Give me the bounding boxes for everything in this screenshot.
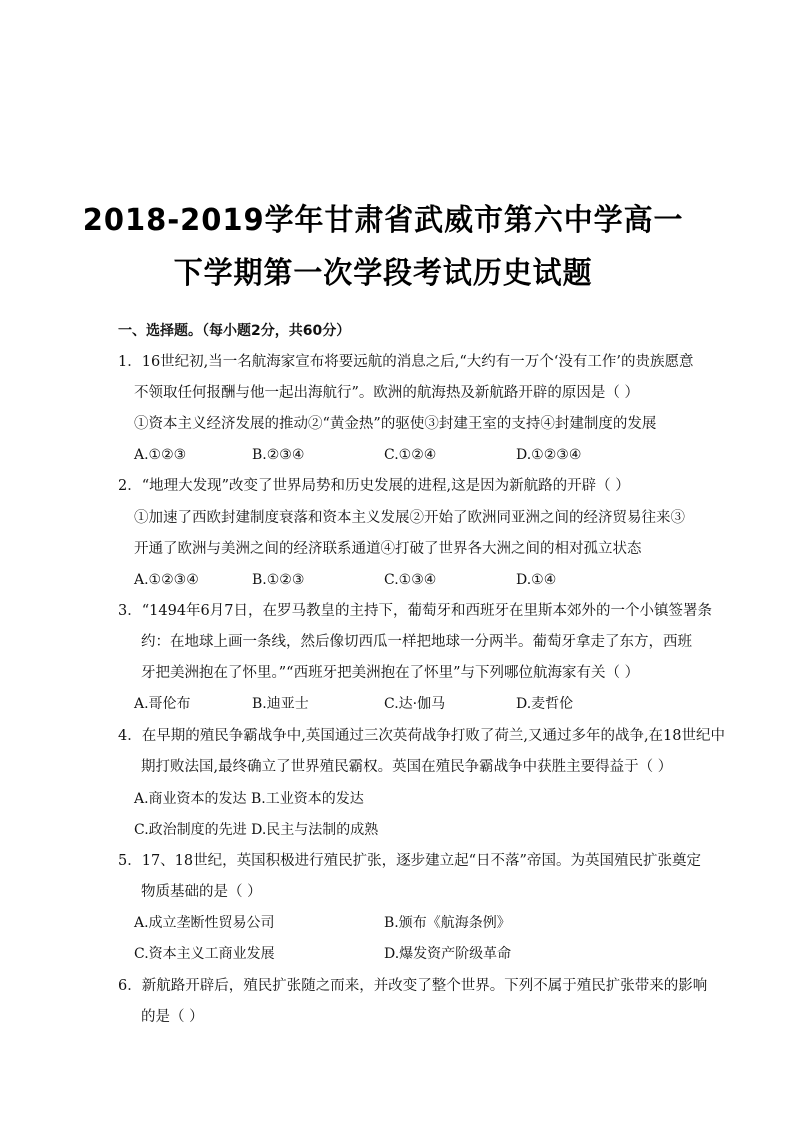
page-title-line-2: 下学期第一次学段考试历史试题 — [173, 256, 593, 291]
section-heading: 一、选择题。（每小题2分，共60分） — [118, 323, 351, 339]
question-6-line-1: 6．新航路开辟后，殖民扩张随之而来，并改变了整个世界。下列不属于殖民扩张带来的影响 — [118, 978, 708, 994]
question-6-line-2: 的是（ ） — [141, 1009, 204, 1025]
question-1-option-b: B.②③④ — [252, 447, 305, 463]
question-1-line-3: ①资本主义经济发展的推动②“黄金热”的驱使③封建王室的支持④封建制度的发展 — [134, 416, 657, 432]
question-1-option-a: A.①②③ — [134, 447, 187, 463]
question-2-line-3: 开通了欧洲与美洲之间的经济联系通道④打破了世界各大洲之间的相对孤立状态 — [134, 541, 642, 557]
question-1-line-1: 1．16世纪初,当一名航海家宣布将要远航的消息之后,“大约有一万个‘没有工作’的贵族愿意 — [118, 354, 694, 370]
question-5-option-d: D.爆发资产阶级革命 — [384, 946, 512, 962]
question-5-option-c: C.资本主义工商业发展 — [134, 946, 275, 962]
question-3-line-1: 3．“1494年6月7日，在罗马教皇的主持下，葡萄牙和西班牙在里斯本郊外的一个小镇签署条 — [118, 603, 712, 619]
question-2-option-d: D.①④ — [516, 572, 557, 588]
question-2-option-c: C.①③④ — [384, 572, 437, 588]
question-4-options-row-1: A.商业资本的发达 B.工业资本的发达 — [134, 791, 364, 807]
question-5-option-a: A.成立垄断性贸易公司 — [134, 915, 275, 931]
question-3-line-3: 牙把美洲抱在了怀里。”“西班牙把美洲抱在了怀里”与下列哪位航海家有关（ ） — [141, 665, 640, 681]
question-2-line-2: ①加速了西欧封建制度衰落和资本主义发展②开始了欧洲同亚洲之间的经济贸易往来③ — [134, 510, 685, 526]
question-5-option-b: B.颁布《航海条例》 — [384, 915, 511, 931]
question-2-option-a: A.①②③④ — [134, 572, 199, 588]
question-1-option-d: D.①②③④ — [516, 447, 582, 463]
question-4-line-1: 4．在早期的殖民争霸战争中,英国通过三次英荷战争打败了荷兰,又通过多年的战争,在18世纪中 — [118, 728, 725, 744]
question-3-option-c: C.达·伽马 — [384, 696, 446, 712]
question-5-line-1: 5．17、18世纪，英国积极进行殖民扩张，逐步建立起“日不落”帝国。为英国殖民扩张奠定 — [118, 853, 701, 869]
question-3-option-b: B.迪亚士 — [252, 696, 309, 712]
page-title-line-1: 2018-2019学年甘肃省武威市第六中学高一 — [82, 203, 684, 238]
question-5-line-2: 物质基础的是（ ） — [141, 884, 262, 900]
question-2-option-b: B.①②③ — [252, 572, 305, 588]
question-2-line-1: 2．“地理大发现”改变了世界局势和历史发展的进程,这是因为新航路的开辟（ ） — [118, 478, 630, 494]
question-4-options-row-2: C.政治制度的先进 D.民主与法制的成熟 — [134, 822, 379, 838]
question-3-option-a: A.哥伦布 — [134, 696, 191, 712]
question-3-option-d: D.麦哲伦 — [516, 696, 574, 712]
question-4-line-2: 期打败法国,最终确立了世界殖民霸权。英国在殖民争霸战争中获胜主要得益于（ ） — [141, 759, 673, 775]
question-3-line-2: 约：在地球上画一条线，然后像切西瓜一样把地球一分两半。葡萄牙拿走了东方，西班 — [141, 634, 692, 650]
question-1-line-2: 不领取任何报酬与他一起出海航行”。欧洲的航海热及新航路开辟的原因是（ ） — [134, 385, 640, 401]
question-1-option-c: C.①②④ — [384, 447, 437, 463]
